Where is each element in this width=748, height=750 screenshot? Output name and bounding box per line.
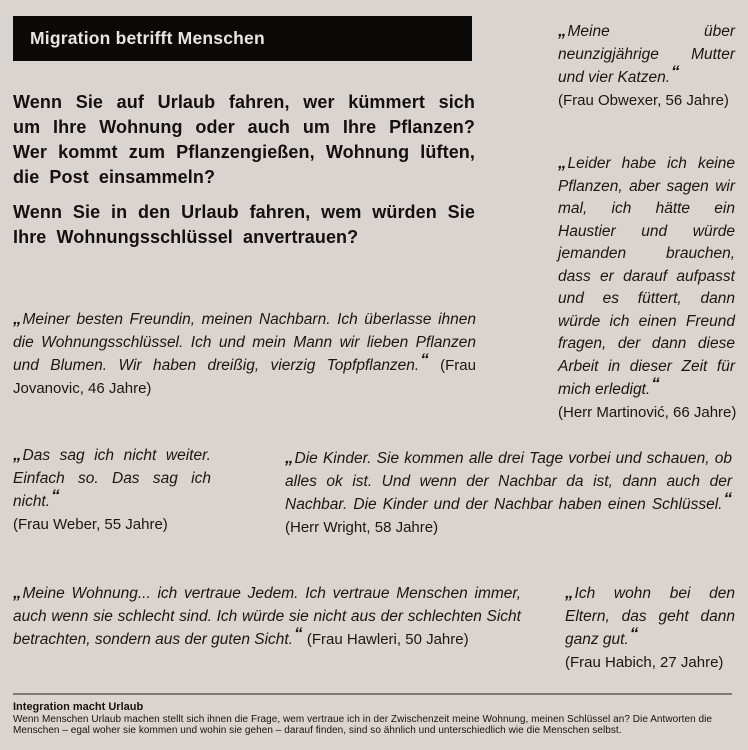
quote-weber [13, 444, 211, 536]
quote-hawleri [13, 582, 521, 652]
footer [13, 693, 732, 736]
open-quote-mark: „ [558, 153, 567, 172]
quote-attribution: (Frau Habich, 27 Jahre) [565, 653, 724, 671]
open-quote-mark: „ [13, 583, 22, 602]
open-quote-mark: „ [565, 583, 574, 602]
quote-obwexer [558, 20, 735, 112]
question-paragraph-2: Wenn Sie in den Urlaub fahren, wem würden Sie Ihre Wohnungsschlüssel anvertrauen? [13, 202, 475, 247]
quote-text: Das sag ich nicht weiter. Einfach so. Das sag ich nicht. [13, 447, 211, 510]
close-quote-mark: “ [651, 373, 660, 393]
quote-attribution: (Herr Martinović, 66 Jahre) [558, 403, 737, 421]
close-quote-mark: “ [671, 61, 680, 81]
quote-text: Meiner besten Freundin, meinen Nachbarn. Ich überlasse ihnen die Wohnungsschlüssel. Ich und mein Mann wir lieben Pflanzen und Blumen. Wir haben dreißig, vierzig Topfpflanzen. [13, 311, 476, 374]
page-title: Migration betrifft Menschen [30, 28, 265, 48]
quote-martinovic [558, 152, 735, 424]
footer-title: Integration macht Urlaub [13, 701, 144, 713]
close-quote-mark: “ [723, 488, 732, 508]
footer-body: Wenn Menschen Urlaub machen stellt sich ihnen die Frage, wem vertraue ich in der Zwischenzeit meine Wohnung, meinen Schlüssel an? Die Antworten die Menschen – egal woher sie kommen und wohin sie gehen – darauf finden, sind so ähnlich und unterschiedlich wie die Menschen selbst. [13, 714, 713, 736]
quote-text: Meine über neunzigjährige Mutter und vier Katzen. [558, 23, 735, 86]
quote-text: Die Kinder. Sie kommen alle drei Tage vorbei und schauen, ob alles ok ist. Und wenn der Nachbar da ist, dann auch der Nachbar. Die Kinder und der Nachbar haben einen Schlüssel. [285, 450, 732, 513]
intro-questions [13, 90, 475, 250]
quote-jovanovic [13, 308, 476, 400]
quote-text: Meine Wohnung... ich vertraue Jedem. Ich vertraue Menschen immer, auch wenn sie schlecht sind. Ich würde sie nicht aus der schlechten Sicht betrachten, sondern aus der guten Sicht. [13, 585, 521, 648]
close-quote-mark: “ [294, 623, 303, 643]
quote-attribution: (Herr Wright, 58 Jahre) [285, 518, 439, 536]
quote-attribution: (Frau Hawleri, 50 Jahre) [306, 631, 469, 648]
open-quote-mark: „ [558, 21, 567, 40]
quote-text: Leider habe ich keine Pflanzen, aber sagen wir mal, ich hätte ein Haustier und würde jemanden brauchen, dass er darauf aufpasst und es füttert, dann würde ich einen Freund fragen, der dann diese Arbeit in dieser Zeit für mich erledigt. [558, 155, 735, 398]
close-quote-mark: “ [420, 349, 429, 369]
close-quote-mark: “ [629, 623, 639, 643]
open-quote-mark: „ [13, 309, 22, 328]
question-paragraph-1: Wenn Sie auf Urlaub fahren, wer kümmert sich um Ihre Wohnung oder auch um Ihre Pflanzen? Wer kommt zum Pflanzengießen, Wohnung lüften, die Post einsammeln? [13, 92, 475, 187]
quote-attribution: (Frau Weber, 55 Jahre) [13, 515, 168, 533]
quote-attribution: (Frau Obwexer, 56 Jahre) [558, 91, 729, 109]
close-quote-mark: “ [51, 485, 60, 505]
quote-text: Ich wohn bei den Eltern, das geht dann ganz gut. [565, 585, 735, 648]
quote-habich [565, 582, 735, 674]
open-quote-mark: „ [285, 448, 294, 467]
quote-wright [285, 447, 732, 539]
open-quote-mark: „ [13, 445, 22, 464]
quote-attribution: (Frau Jovanovic, 46 Jahre) [13, 357, 476, 397]
header-bar [13, 16, 472, 61]
